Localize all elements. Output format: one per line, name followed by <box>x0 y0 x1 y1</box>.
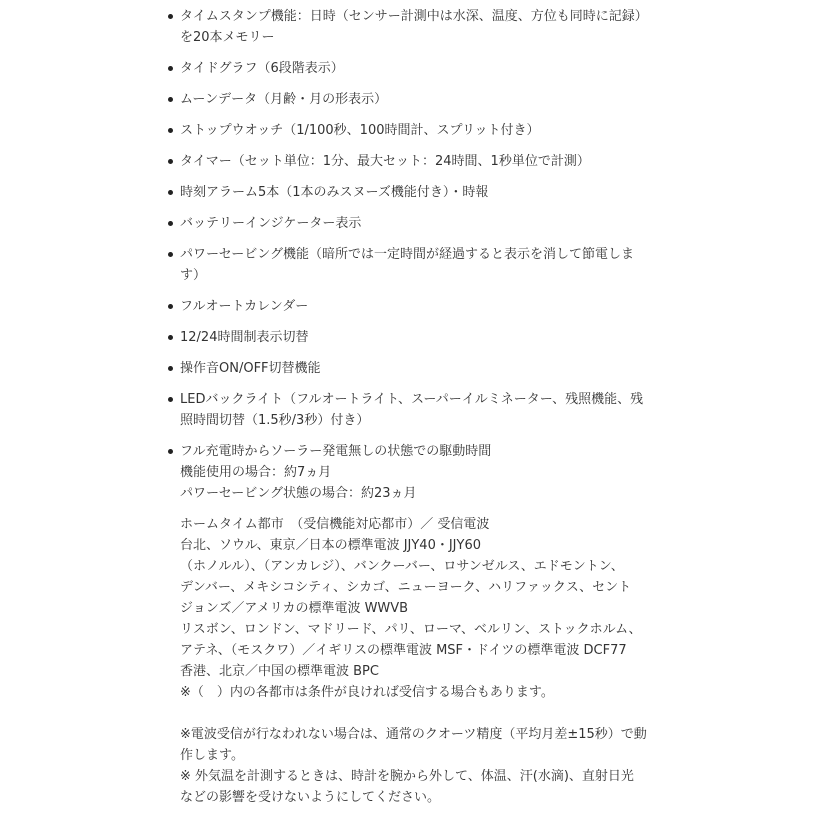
bullet-icon <box>168 190 173 195</box>
feature-text-line: LEDバックライト（フルオートライト、スーパーイルミネーター、残照機能、残 <box>180 392 644 407</box>
feature-item <box>180 441 670 504</box>
bullet-icon <box>168 252 173 257</box>
product-spec-document <box>180 6 670 808</box>
city-line: ホームタイム都市 （受信機能対応都市）／ 受信電波 <box>180 517 490 532</box>
city-line: アテネ、（モスクワ）／イギリスの標準電波 MSF・ドイツの標準電波 DCF77 <box>180 643 627 658</box>
feature-item <box>180 120 670 141</box>
bullet-icon <box>168 366 173 371</box>
feature-text-line: 操作音ON/OFF切替機能 <box>180 361 321 376</box>
feature-text-line: す） <box>180 268 207 283</box>
feature-item <box>180 327 670 348</box>
feature-item <box>180 182 670 203</box>
bullet-icon <box>168 66 173 71</box>
feature-list <box>180 6 670 504</box>
feature-item <box>180 89 670 110</box>
footnote-line: ※ 外気温を計測するときは、時計を腕から外して、体温、汗(水滴)、直射日光 <box>180 769 634 784</box>
feature-item <box>180 244 670 286</box>
bullet-icon <box>168 304 173 309</box>
feature-item <box>180 296 670 317</box>
bullet-icon <box>168 159 173 164</box>
footnote-line: 作します。 <box>180 748 244 763</box>
footnotes <box>180 724 670 808</box>
feature-text-line: ストップウオッチ（1/100秒、100時間計、スプリット付き） <box>180 123 540 138</box>
feature-text-line: ムーンデータ（月齢・月の形表示） <box>180 92 388 107</box>
feature-item <box>180 151 670 172</box>
feature-text-line: 照時間切替（1.5秒/3秒）付き） <box>180 413 370 428</box>
city-line: （ホノルル）、（アンカレジ）、バンクーバー、ロサンゼルス、エドモントン、 <box>180 559 624 574</box>
feature-text-line: 12/24時間制表示切替 <box>180 330 309 345</box>
reception-cities <box>180 514 670 703</box>
city-line: ※（ ）内の各都市は条件が良ければ受信する場合もあります。 <box>180 685 554 700</box>
feature-text-line: パワーセービング機能（暗所では一定時間が経過すると表示を消して節電しま <box>180 247 634 262</box>
footnote-line: などの影響を受けないようにしてください。 <box>180 790 441 805</box>
feature-text-line: タイドグラフ（6段階表示） <box>180 61 344 76</box>
city-line: 台北、ソウル、東京／日本の標準電波 JJY40・JJY60 <box>180 538 482 553</box>
bullet-icon <box>168 221 173 226</box>
feature-text-line: パワーセービング状態の場合：約23ヵ月 <box>180 486 417 501</box>
bullet-icon <box>168 449 173 454</box>
city-line: リスボン、ロンドン、マドリード、パリ、ローマ、ベルリン、ストックホルム、 <box>180 622 642 637</box>
feature-text-line: タイマー（セット単位：1分、最大セット：24時間、1秒単位で計測） <box>180 154 590 169</box>
feature-text-line: を20本メモリー <box>180 30 275 45</box>
bullet-icon <box>168 97 173 102</box>
footnote-line: ※電波受信が行なわれない場合は、通常のクオーツ精度（平均月差±15秒）で動 <box>180 727 647 742</box>
bullet-icon <box>168 128 173 133</box>
feature-item <box>180 358 670 379</box>
feature-item <box>180 389 670 431</box>
feature-item <box>180 213 670 234</box>
city-line: ジョンズ／アメリカの標準電波 WWVB <box>180 601 409 616</box>
feature-item <box>180 6 670 48</box>
feature-text-line: 機能使用の場合：約7ヵ月 <box>180 465 332 480</box>
feature-item <box>180 58 670 79</box>
feature-text-line: バッテリーインジケーター表示 <box>180 216 362 231</box>
feature-text-line: フル充電時からソーラー発電無しの状態での駆動時間 <box>180 444 492 459</box>
feature-text-line: 時刻アラーム5本（1本のみスヌーズ機能付き）・時報 <box>180 185 489 200</box>
bullet-icon <box>168 335 173 340</box>
city-line: デンバー、メキシコシティ、シカゴ、ニューヨーク、ハリファックス、セント <box>180 580 632 595</box>
feature-text-line: タイムスタンプ機能：日時（センサー計測中は水深、温度、方位も同時に記録） <box>180 9 648 24</box>
spacer <box>180 703 670 724</box>
bullet-icon <box>168 14 173 19</box>
feature-text-line: フルオートカレンダー <box>180 299 309 314</box>
city-line: 香港、北京／中国の標準電波 BPC <box>180 664 379 679</box>
bullet-icon <box>168 397 173 402</box>
